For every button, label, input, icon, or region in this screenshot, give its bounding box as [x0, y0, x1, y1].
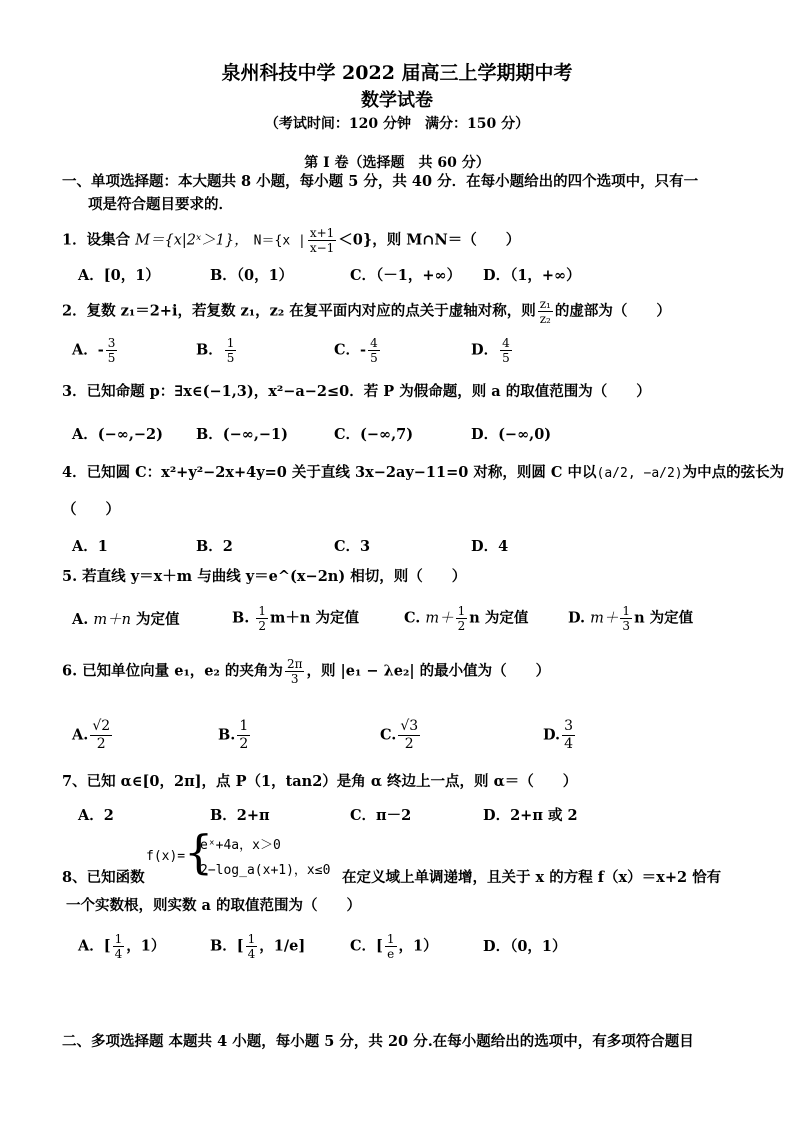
q4-option-b: B．2 — [196, 538, 233, 555]
q8-option-a-num: 1 — [114, 932, 123, 946]
q2-option-a — [72, 336, 119, 365]
q1-fraction-num: x+1 — [309, 226, 335, 240]
q8-option-c-num: 1 — [386, 932, 395, 946]
q3-option-a: A．(−∞,−2) — [72, 426, 163, 443]
part1-heading: 第 I 卷（选择题 共 60 分） — [304, 155, 490, 171]
q5-option-c-label: C. — [404, 609, 421, 627]
q5-option-d-label: D. — [568, 609, 586, 627]
exam-subtitle: 数学试卷 — [361, 90, 433, 111]
q8-option-a-frac — [113, 932, 125, 961]
q4-text-a: 4．已知圆 C：x²+y²−2x+4y=0 关于直线 3x−2ay−11=0 对称，则圆 C 中以 — [62, 464, 597, 481]
q8-piece-2: 2−log_a(x+1)，x≤0 — [200, 863, 331, 878]
q7-option-d: D．2+π 或 2 — [483, 807, 578, 824]
q5-option-d-pre: m＋ — [590, 610, 619, 627]
q2-option-c-label: C．- — [334, 341, 367, 359]
section1-instructions-line1: 一、单项选择题：本大题共 8 小题，每小题 5 分，共 40 分．在每小题给出的四个选项中，只有一 — [62, 173, 699, 190]
q6-option-d-num: 3 — [564, 718, 574, 734]
q8-option-b-num: 1 — [247, 932, 256, 946]
q8-text-c: 一个实数根，则实数 a 的取值范围为（ ） — [66, 897, 361, 914]
q2-option-d-den: 5 — [502, 351, 510, 365]
q4-text-b: 为中点的弦长为 — [682, 464, 785, 481]
q8-text-b: 在定义域上单调递增，且关于 x 的方程 f（x）＝x+2 恰有 — [342, 869, 722, 886]
q1-fraction-den: x−1 — [309, 241, 335, 255]
q5-option-b-den: 2 — [258, 619, 267, 633]
q5-option-a-pre: m＋n — [93, 612, 131, 628]
q8-option-b — [210, 932, 305, 961]
q8-fx-label: f(x)= — [146, 849, 186, 864]
q2-option-a-label: A．- — [72, 341, 104, 359]
q5-option-c-num: 1 — [457, 604, 466, 618]
q2-option-d-frac — [500, 336, 512, 365]
q5-option-d-post: n 为定值 — [634, 609, 694, 627]
q5-option-b — [232, 604, 359, 633]
q8-option-a-label: A．[ — [78, 937, 111, 955]
q2-text-b: 的虚部为（ ） — [554, 302, 671, 320]
q5-option-c-post: n 为定值 — [469, 609, 529, 627]
q1-option-c: C．（－1，+∞） — [350, 267, 462, 284]
q2-option-d-num: 4 — [502, 336, 510, 350]
q1-set-n-pre: N＝{x | — [253, 233, 306, 249]
q2-option-b — [196, 336, 238, 365]
q2-option-b-label: B． — [196, 341, 223, 359]
q2-option-b-num: 1 — [226, 336, 235, 350]
q1-prefix: 1．设集合 — [62, 231, 136, 249]
q8-option-d: D．（0，1） — [483, 938, 567, 955]
q6-option-d-label: D. — [543, 726, 561, 744]
q5-option-d-den: 3 — [622, 619, 631, 633]
q5-option-d-frac — [620, 604, 632, 633]
q6-option-c-label: C. — [380, 726, 397, 744]
q6-option-c — [380, 718, 422, 753]
q8-option-c — [350, 932, 438, 961]
question-5: 5. 若直线 y＝x＋m 与曲线 y＝e^(x−2n) 相切，则（ ） — [62, 568, 467, 585]
section1-instructions-line2: 项是符合题目要求的． — [88, 196, 233, 213]
q5-option-c-pre: m＋ — [425, 610, 454, 627]
q8-option-a-post: ，1） — [126, 937, 166, 955]
q2-option-c-num: 4 — [370, 336, 378, 350]
question-3: 3．已知命题 p：∃x∈(−1,3)，x²−a−2≤0．若 P 为假命题，则 a 的取值范围为（ ） — [62, 383, 651, 400]
q2-option-c-frac — [368, 336, 380, 365]
exam-title: 泉州科技中学 2022 届高三上学期期中考 — [221, 62, 573, 84]
q8-option-c-post: ，1） — [398, 937, 438, 955]
q2-option-a-den: 5 — [107, 351, 116, 365]
q6-option-b — [218, 718, 252, 753]
q8-option-a — [78, 932, 165, 961]
q8-text-a: 8、已知函数 — [62, 869, 145, 886]
q6-fraction — [285, 657, 305, 686]
q2-fraction — [538, 297, 553, 326]
q5-option-c-frac — [456, 604, 468, 633]
q1-fraction — [308, 226, 336, 255]
q6-option-a-frac — [90, 718, 112, 753]
q6-text-a: 6. 已知单位向量 e₁，e₂ 的夹角为 — [62, 662, 283, 680]
q6-option-a — [72, 718, 114, 753]
q5-option-b-post: m＋n 为定值 — [270, 609, 359, 627]
exam-info: （考试时间：120 分钟 满分：150 分） — [264, 116, 530, 132]
q4-option-a: A．1 — [72, 538, 108, 555]
q6-option-d-den: 4 — [564, 736, 574, 752]
q5-option-d-num: 1 — [622, 604, 631, 618]
q8-option-c-frac — [385, 932, 397, 961]
q8-brace: { — [184, 825, 214, 879]
q5-option-b-label: B. — [232, 609, 250, 627]
q6-option-d-frac — [562, 718, 575, 753]
q4-option-c: C．3 — [334, 538, 371, 555]
q8-option-b-label: B．[ — [210, 937, 244, 955]
question-6 — [62, 657, 550, 686]
q5-option-b-num: 1 — [258, 604, 267, 618]
q6-option-a-den: 2 — [96, 736, 106, 752]
q7-option-c: C．π－2 — [350, 807, 412, 824]
q5-option-a — [72, 608, 180, 629]
q8-option-a-den: 4 — [114, 947, 123, 961]
q6-option-b-den: 2 — [239, 736, 249, 752]
q5-option-d — [568, 604, 693, 633]
q8-option-b-post: ，1/e] — [259, 937, 306, 955]
q3-option-b: B．(−∞,−1) — [196, 426, 288, 443]
q5-option-c-den: 2 — [457, 619, 466, 633]
q6-fraction-num: 2π — [286, 657, 303, 671]
q2-option-a-num: 3 — [107, 336, 116, 350]
q6-option-a-label: A. — [72, 726, 89, 744]
q5-option-b-frac — [256, 604, 268, 633]
q5-option-a-label: A. — [72, 611, 89, 628]
q8-option-b-den: 4 — [247, 947, 256, 961]
question-7: 7、已知 α∈[0，2π]，点 P（1，tan2）是角 α 终边上一点，则 α＝（ ） — [62, 773, 578, 790]
q7-option-b: B．2+π — [210, 807, 270, 824]
q2-option-c-den: 5 — [370, 351, 378, 365]
q1-set-n-post: ＜0}，则 M∩N＝（ ） — [338, 231, 521, 249]
q4-answer-paren: （ ） — [62, 501, 120, 518]
q1-set-m: M＝{x|2ˣ＞1}， — [135, 232, 249, 249]
q6-option-b-num: 1 — [239, 718, 249, 734]
q5-option-c — [404, 604, 528, 633]
q1-option-a: A．[0，1） — [78, 267, 160, 284]
q6-option-c-num: √3 — [400, 718, 419, 734]
q6-fraction-den: 3 — [290, 672, 299, 686]
q7-option-a: A．2 — [78, 807, 114, 824]
q8-option-b-frac — [246, 932, 258, 961]
q4-point: (a/2, −a/2) — [596, 466, 683, 481]
q8-piece-1: eˣ+4a，x＞0 — [200, 838, 281, 853]
q3-option-d: D．(−∞,0) — [471, 426, 552, 443]
q2-fraction-num: z₁ — [539, 297, 551, 311]
q2-option-c — [334, 336, 382, 365]
q6-option-a-num: √2 — [92, 718, 111, 734]
section2-instructions: 二、多项选择题 本题共 4 小题，每小题 5 分，共 20 分.在每小题给出的选项中，有多项符合题目 — [62, 1033, 694, 1050]
q8-option-c-label: C．[ — [350, 937, 383, 955]
q8-option-c-den: e — [387, 947, 395, 961]
question-1 — [62, 226, 520, 255]
q4-option-d: D．4 — [471, 538, 509, 555]
q2-option-b-den: 5 — [226, 351, 235, 365]
q2-option-a-frac — [106, 336, 118, 365]
q1-option-b: B．（0，1） — [210, 267, 294, 284]
q6-text-b: ，则 |e₁ − λe₂| 的最小值为（ ） — [306, 662, 551, 680]
q6-option-c-frac — [398, 718, 420, 753]
q2-fraction-den: z₂ — [539, 312, 551, 326]
q1-option-d: D．（1，+∞） — [483, 267, 581, 284]
q6-option-d — [543, 718, 577, 753]
q2-option-d — [471, 336, 514, 365]
q6-option-b-label: B. — [218, 726, 236, 744]
q3-option-c: C．(−∞,7) — [334, 426, 414, 443]
q2-text-a: 2．复数 z₁＝2+i，若复数 z₁，z₂ 在复平面内对应的点关于虚轴对称，则 — [62, 302, 536, 320]
q2-option-b-frac — [225, 336, 237, 365]
q2-option-d-label: D． — [471, 341, 499, 359]
question-2 — [62, 297, 671, 326]
question-4 — [62, 463, 784, 484]
q5-option-a-post: 为定值 — [130, 611, 180, 628]
q6-option-c-den: 2 — [404, 736, 414, 752]
q6-option-b-frac — [237, 718, 250, 753]
